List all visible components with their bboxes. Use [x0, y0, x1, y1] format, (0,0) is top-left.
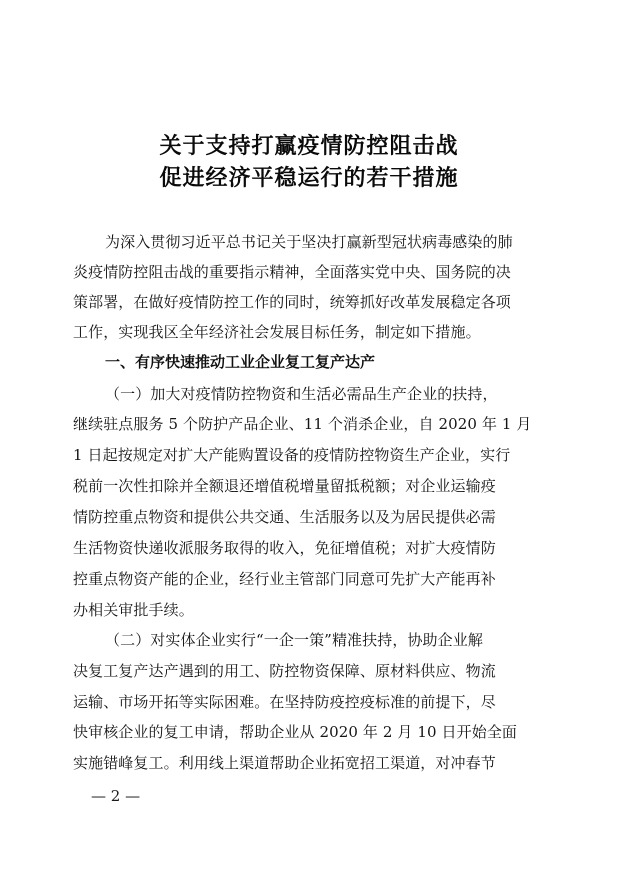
item-1-line: 办相关审批手续。	[73, 601, 194, 619]
item-2-line: （二）对实体企业实行“一企一策”精准扶持，协助企业解	[105, 631, 483, 649]
item-1-line: （一）加大对疫情防控物资和生活必需品生产企业的扶持，	[105, 385, 498, 403]
document-title-line-2: 促进经济平稳运行的若干措施	[159, 165, 459, 191]
document-title-line-1: 关于支持打赢疫情防控阻击战	[159, 133, 459, 159]
item-1-line: 情防控重点物资和提供公共交通、生活服务以及为居民提供必需	[73, 508, 496, 526]
item-1-line: 继续驻点服务 5 个防护产品企业、11 个消杀企业，自 2020 年 1 月	[73, 415, 532, 433]
item-2-line: 运输、市场开拓等实际困难。在坚持防疫控疫标准的前提下，尽	[73, 693, 496, 711]
item-1-line: 生活物资快递收派服务取得的收入，免征增值税；对扩大疫情防	[73, 539, 496, 557]
item-1-line: 1 日起按规定对扩大产能购置设备的疫情防控物资生产企业，实行	[73, 446, 511, 464]
intro-line: 策部署，在做好疫情防控工作的同时，统筹抓好改革发展稳定各项	[73, 293, 511, 311]
intro-line: 炎疫情防控阻击战的重要指示精神，全面落实党中央、国务院的决	[73, 263, 511, 281]
item-2-line: 实施错峰复工。利用线上渠道帮助企业拓宽招工渠道，对冲春节	[73, 754, 496, 772]
section-heading: 一、有序快速推动工业企业复工复产达产	[105, 353, 376, 371]
item-2-line: 决复工复产达产遇到的用工、防控物资保障、原材料供应、物流	[73, 662, 496, 680]
intro-line: 工作，实现我区全年经济社会发展目标任务，制定如下措施。	[73, 323, 481, 341]
item-1-line: 控重点物资产能的企业，经行业主管部门同意可先扩大产能再补	[73, 570, 496, 588]
intro-line: 为深入贯彻习近平总书记关于坚决打赢新型冠状病毒感染的肺	[105, 233, 513, 251]
page-number: — 2 —	[91, 787, 141, 805]
item-2-line: 快审核企业的复工申请，帮助企业从 2020 年 2 月 10 日开始全面	[73, 723, 518, 741]
item-1-line: 税前一次性扣除并全额退还增值税增量留抵税额；对企业运输疫	[73, 477, 496, 495]
